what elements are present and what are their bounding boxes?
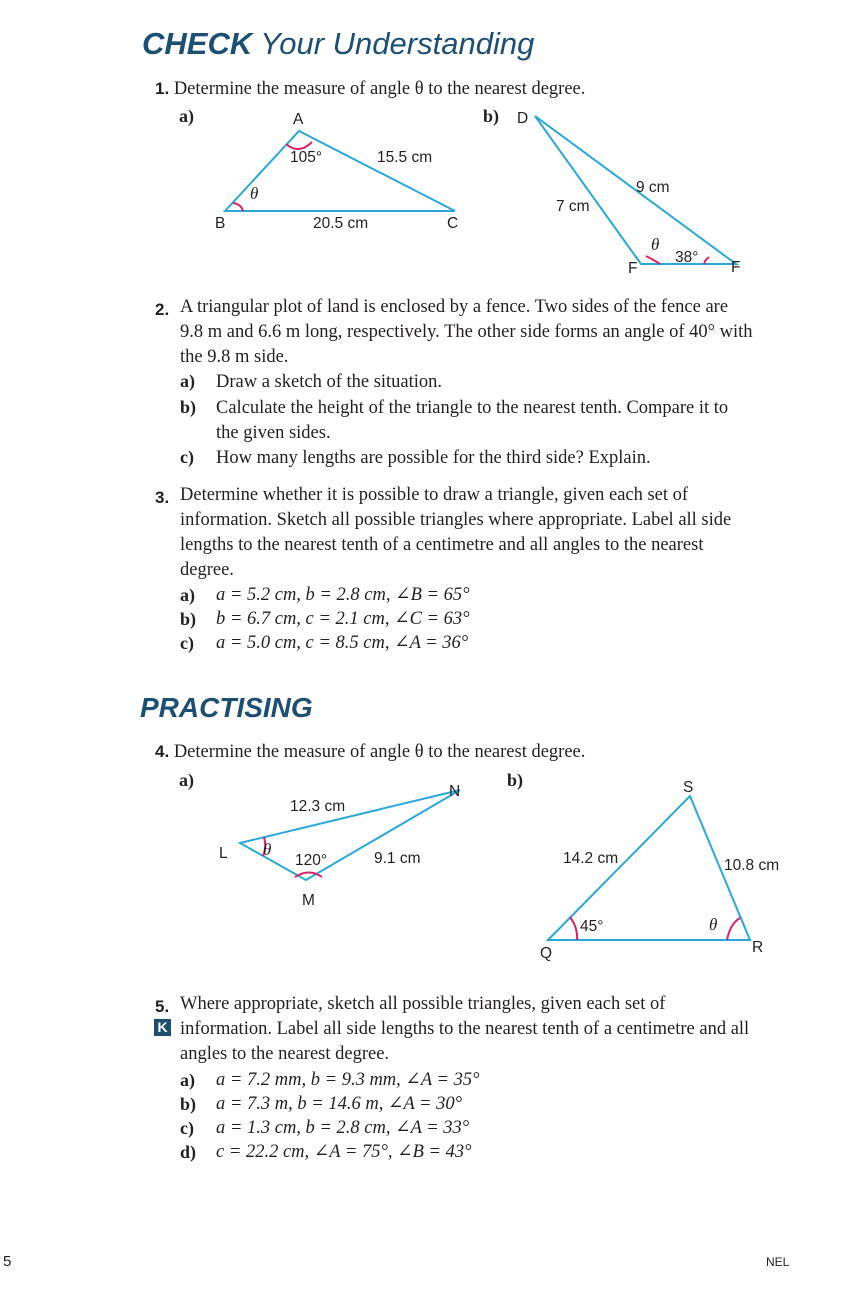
q4b-vertex-R: R [752, 939, 764, 956]
q4b-triangle-diagram [540, 779, 779, 962]
practising-heading: PRACTISING [140, 692, 313, 723]
q1b-side-7: 7 cm [556, 198, 590, 215]
q5d-text: c = 22.2 cm, ∠A = 75°, ∠B = 43° [216, 1142, 472, 1162]
q1a-angle-arc-B [233, 203, 243, 211]
q2-line: the 9.8 m side. [180, 347, 289, 367]
q3-text-block [180, 483, 731, 583]
q1b-vertex-F-right: F [731, 259, 741, 276]
q4b-side-QS: 14.2 cm [563, 850, 619, 867]
q1a-vertex-A: A [293, 111, 304, 128]
q2b-label: b) [180, 397, 197, 417]
q1b-theta: θ [651, 235, 660, 254]
q4b-label: b) [507, 770, 524, 790]
q5d-label: d) [180, 1142, 197, 1162]
q1a-triangle [225, 131, 455, 211]
q3-line: information. Sketch all possible triangles where appropriate. Label all side [180, 510, 732, 530]
q1b-angle-arc-theta [646, 256, 660, 264]
q4-text: Determine the measure of angle θ to the nearest degree. [173, 742, 586, 762]
q4a-vertex-L: L [219, 845, 228, 862]
check-heading-bold: CHECK [142, 26, 253, 61]
q5a-text: a = 7.2 mm, b = 9.3 mm, ∠A = 35° [216, 1070, 480, 1090]
q1-number: 1. [155, 79, 170, 98]
q5-number: 5. [155, 997, 170, 1016]
q4b-vertex-S: S [683, 779, 694, 796]
q3b-label: b) [180, 609, 197, 629]
q1a-side-AC: 15.5 cm [377, 149, 433, 166]
q4a-triangle [240, 790, 460, 880]
q4-diagrams [0, 760, 868, 970]
q1b-side-9: 9 cm [636, 179, 670, 196]
q4a-triangle-diagram [219, 783, 460, 909]
q5b-label: b) [180, 1094, 197, 1114]
q4b-triangle [548, 796, 750, 940]
q2c-text: How many lengths are possible for the third side? Explain. [216, 448, 651, 468]
q3c-text: a = 5.0 cm, c = 8.5 cm, ∠A = 36° [216, 633, 469, 653]
q3b-text: b = 6.7 cm, c = 2.1 cm, ∠C = 63° [216, 609, 470, 629]
q2b-line: the given sides. [216, 423, 331, 443]
q4b-side-RS: 10.8 cm [724, 857, 780, 874]
q5b-text: a = 7.3 m, b = 14.6 m, ∠A = 30° [216, 1094, 463, 1114]
q1a-angle-A: 105° [290, 149, 323, 166]
q4a-angle-M: 120° [295, 852, 328, 869]
publisher-mark: NEL [766, 1255, 790, 1269]
q3c-label: c) [180, 633, 194, 653]
q3a-text: a = 5.2 cm, b = 2.8 cm, ∠B = 65° [216, 585, 470, 605]
q4a-vertex-N: N [449, 783, 461, 800]
q1a-side-BC: 20.5 cm [313, 215, 369, 232]
q1b-label: b) [483, 106, 500, 126]
q5-line: angles to the nearest degree. [180, 1044, 390, 1064]
q5-line: Where appropriate, sketch all possible triangles, given each set of [180, 994, 666, 1014]
q4b-angle-arc-R [727, 918, 740, 940]
q3-line: Determine whether it is possible to draw a triangle, given each set of [180, 485, 689, 505]
q1a-vertex-B: B [215, 215, 226, 232]
q2b-text [216, 396, 728, 446]
q2a-label: a) [180, 371, 195, 391]
q2-line: A triangular plot of land is enclosed by a fence. Two sides of the fence are [180, 297, 729, 317]
q1b-angle-arc-38 [705, 257, 710, 264]
q2-text-block [180, 295, 753, 370]
q1-diagrams [0, 0, 868, 290]
q5-line: information. Label all side lengths to the nearest tenth of a centimetre and all [180, 1019, 750, 1039]
q5-text-block [180, 992, 749, 1067]
q3-number: 3. [155, 488, 170, 507]
q4b-theta: θ [709, 915, 718, 934]
q4a-label: a) [179, 770, 194, 790]
q2-number: 2. [155, 300, 170, 319]
page-number: 5 [3, 1253, 12, 1270]
q1b-vertex-F-left: F [628, 260, 638, 277]
q4b-angle-arc-Q [570, 917, 577, 940]
q4a-vertex-M: M [302, 892, 315, 909]
q1b-vertex-D: D [517, 110, 529, 127]
q3-line: lengths to the nearest tenth of a centimetre and all angles to the nearest [180, 535, 704, 555]
q2c-label: c) [180, 447, 194, 467]
check-heading-rest: Your Understanding [252, 26, 535, 61]
q4b-vertex-Q: Q [540, 945, 553, 962]
q5c-text: a = 1.3 cm, b = 2.8 cm, ∠A = 33° [216, 1118, 470, 1138]
q4a-theta: θ [263, 840, 272, 859]
q2a-text: Draw a sketch of the situation. [216, 372, 443, 392]
q4b-angle-Q: 45° [580, 918, 604, 935]
q4-number: 4. [155, 742, 170, 761]
q1a-theta: θ [250, 184, 259, 203]
q2b-line: Calculate the height of the triangle to the nearest tenth. Compare it to [216, 398, 729, 418]
knowledge-badge: K [154, 1019, 171, 1036]
q1a-label: a) [179, 106, 194, 126]
q1a-vertex-C: C [447, 215, 459, 232]
q4a-side-LN: 12.3 cm [290, 798, 346, 815]
q4a-side-MN: 9.1 cm [374, 850, 421, 867]
q1a-angle-arc-A [286, 142, 312, 149]
q3-line: degree. [180, 560, 234, 580]
q2-line: 9.8 m and 6.6 m long, respectively. The other side forms an angle of 40° with [180, 322, 753, 342]
q3a-label: a) [180, 585, 195, 605]
q1-text: Determine the measure of angle θ to the nearest degree. [173, 79, 586, 99]
q1b-angle-38: 38° [675, 249, 699, 266]
q5a-label: a) [180, 1070, 195, 1090]
q1b-triangle-diagram [517, 110, 740, 277]
q1a-triangle-diagram [215, 111, 458, 232]
q5c-label: c) [180, 1118, 194, 1138]
